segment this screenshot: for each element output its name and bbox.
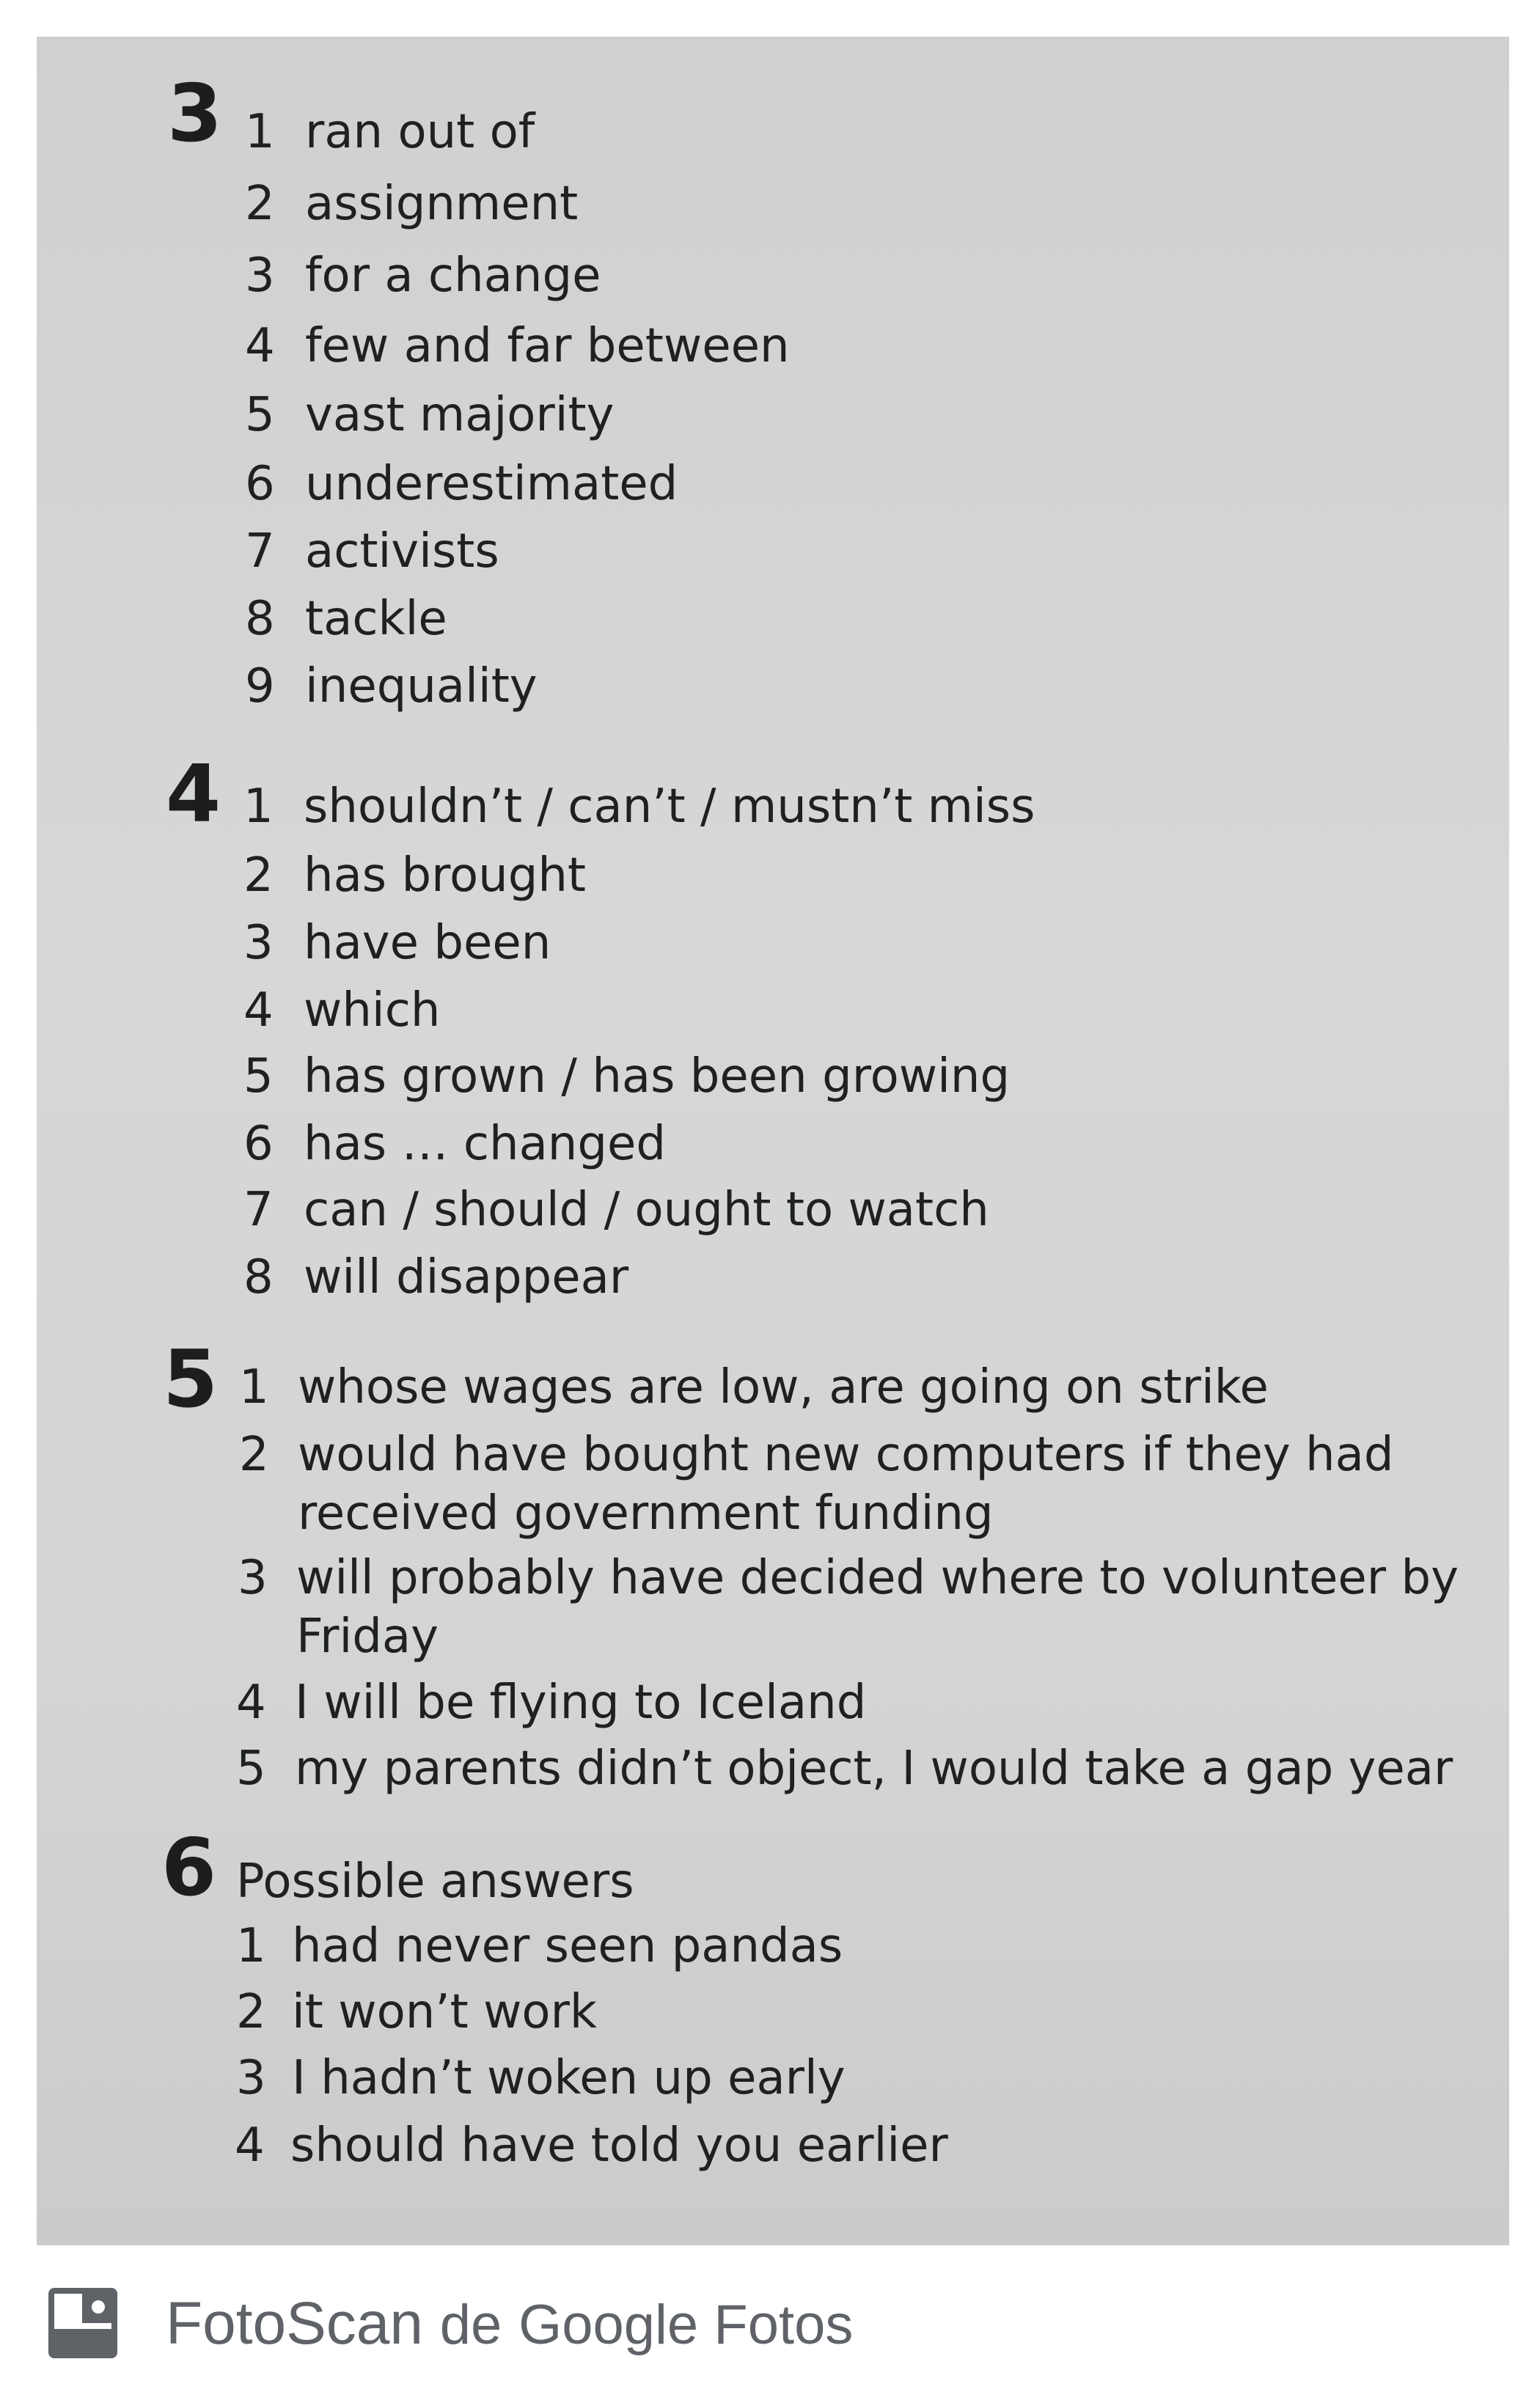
item-text: has brought	[304, 848, 586, 903]
item-text: can / should / ought to watch	[304, 1183, 989, 1237]
item-number: 7	[245, 524, 275, 579]
item-text: which	[304, 983, 441, 1038]
item-number: 5	[243, 1049, 274, 1104]
item-number: 3	[243, 916, 274, 970]
item-text: tackle	[305, 592, 447, 646]
item-text-continued: Friday	[296, 1610, 439, 1664]
item-text: I will be flying to Iceland	[295, 1676, 867, 1730]
item-number: 3	[245, 249, 275, 303]
item-text: assignment	[305, 177, 579, 231]
item-text: few and far between	[305, 319, 790, 373]
item-number: 2	[239, 1428, 269, 1482]
item-number: 8	[243, 1250, 274, 1305]
item-text: have been	[304, 916, 551, 970]
item-number: 2	[243, 848, 274, 903]
item-number: 5	[245, 388, 275, 442]
item-text: ran out of	[305, 105, 535, 159]
item-text: had never seen pandas	[292, 1919, 843, 1973]
item-number: 6	[243, 1117, 274, 1171]
app-name: FotoScan	[166, 2290, 423, 2357]
item-number: 7	[243, 1183, 274, 1237]
item-text: will disappear	[304, 1250, 629, 1305]
item-text: for a change	[305, 249, 601, 303]
item-text: has … changed	[304, 1117, 666, 1171]
item-number: 1	[243, 779, 274, 834]
item-number: 1	[245, 105, 275, 159]
item-text: has grown / has been growing	[304, 1049, 1011, 1104]
scanned-page-photo	[37, 37, 1509, 2245]
item-number: 4	[236, 1676, 266, 1730]
item-text: whose wages are low, are going on strike	[298, 1360, 1269, 1415]
item-text: underestimated	[305, 457, 678, 511]
item-number: 2	[245, 177, 275, 231]
section-number: 5	[163, 1334, 219, 1426]
fotoscan-icon	[48, 2286, 117, 2360]
item-text-continued: received government funding	[298, 1486, 994, 1541]
item-number: 1	[239, 1360, 269, 1415]
item-text: will probably have decided where to volunteer by	[296, 1551, 1459, 1605]
item-number: 4	[235, 2118, 265, 2173]
item-text: activists	[305, 524, 499, 579]
item-text: it won’t work	[292, 1985, 597, 2039]
section-number: 3	[167, 68, 223, 160]
item-text: would have bought new computers if they had	[298, 1428, 1394, 1482]
item-text: shouldn’t / can’t / mustn’t miss	[304, 779, 1035, 834]
possible-answers-heading: Possible answers	[236, 1854, 634, 1909]
item-text: vast majority	[305, 388, 615, 442]
item-number: 2	[236, 1985, 266, 2039]
item-number: 5	[236, 1742, 266, 1796]
footer-caption	[166, 2290, 854, 2357]
item-text: my parents didn’t object, I would take a gap year	[295, 1742, 1453, 1796]
section-number: 6	[161, 1822, 217, 1914]
item-text: should have told you earlier	[290, 2118, 948, 2173]
item-number: 3	[236, 2051, 266, 2105]
item-number: 4	[243, 983, 274, 1038]
brand-name: Google Fotos	[518, 2294, 854, 2356]
footer-separator: de	[439, 2294, 502, 2356]
item-number: 9	[245, 659, 275, 713]
item-text: I hadn’t woken up early	[292, 2051, 846, 2105]
section-number: 4	[166, 749, 221, 840]
item-number: 3	[238, 1551, 268, 1605]
item-number: 6	[245, 457, 275, 511]
item-number: 1	[236, 1919, 266, 1973]
item-text: inequality	[305, 659, 538, 713]
item-number: 8	[245, 592, 275, 646]
item-number: 4	[245, 319, 275, 373]
